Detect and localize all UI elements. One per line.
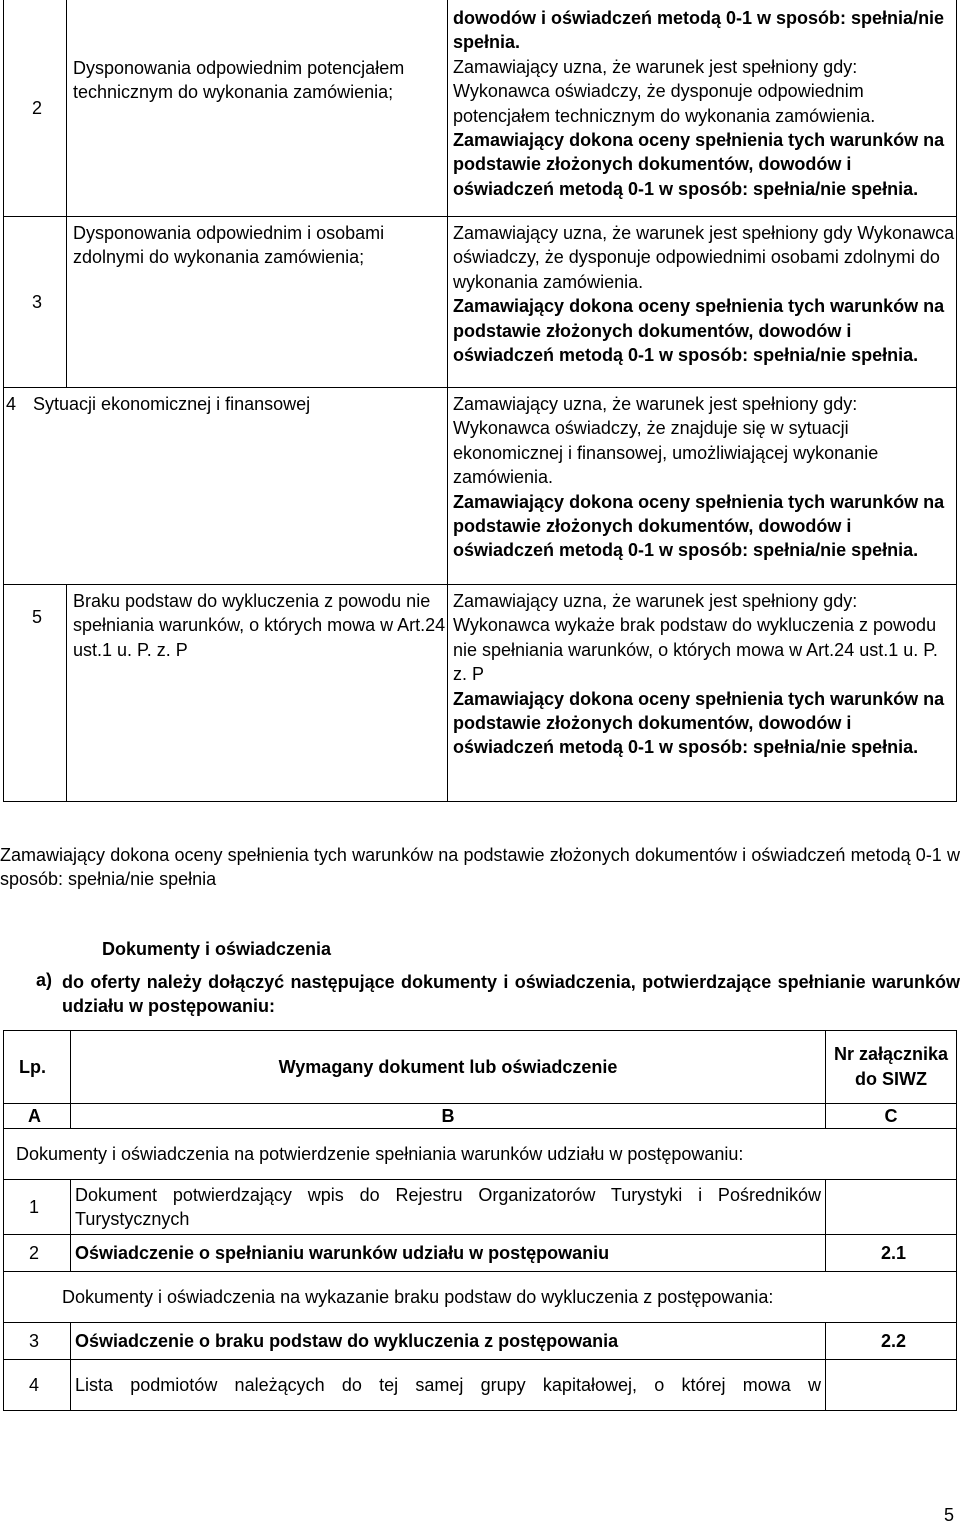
evaluation-text: Zamawiający dokona oceny spełnienia tych warunków na podstawie złożonych dokumentów, dowodów i oświadczeń metodą 0-1 w sposób: spełnia/nie spełnia. [453, 130, 945, 199]
requirement-text: Zamawiający uzna, że warunek jest spełniony gdy: Wykonawca oświadczy, że znajduje się w sytuacji ekonomicznej i finansowej, umożliwiającej wykonanie zamówienia. [453, 394, 879, 488]
row-number: 2 [4, 0, 67, 217]
documents-heading: Dokumenty i oświadczenia [102, 939, 332, 959]
evaluation-text: Zamawiający dokona oceny spełnienia tych warunków na podstawie złożonych dokumentów, dowodów i oświadczeń metodą 0-1 w sposób: spełnia/nie spełnia. [453, 491, 945, 561]
condition-cell [4, 388, 448, 585]
condition-text: Dysponowania odpowiednim potencjałem technicznym do wykonania zamówienia; [67, 0, 448, 217]
row-lp: 2 [4, 1235, 71, 1272]
header-attachment-no: Nr załącznika do SIWZ [826, 1031, 957, 1104]
page-number: 5 [944, 1505, 955, 1525]
evaluation-text: Zamawiający dokona oceny spełnienia tych warunków na podstawie złożonych dokumentów, dowodów i oświadczeń metodą 0-1 w sposób: spełnia/nie spełnia. [453, 296, 945, 366]
table-row [4, 585, 957, 802]
column-letter-a: A [4, 1104, 71, 1129]
table-row [4, 1235, 957, 1272]
table-row [4, 1360, 957, 1411]
row-document: Oświadczenie o spełnianiu warunków udziału w postępowaniu [71, 1235, 826, 1272]
requirement-cell [448, 0, 957, 217]
row-lp: 1 [4, 1180, 71, 1235]
column-letter-b: B [71, 1104, 826, 1129]
header-lp: Lp. [4, 1031, 71, 1104]
row-number: 5 [4, 585, 67, 802]
row-attachment: 2.2 [826, 1323, 957, 1360]
section-1-heading: Dokumenty i oświadczenia na potwierdzenie spełniania warunków udziału w postępowaniu: [4, 1129, 957, 1180]
section-row [4, 1272, 957, 1323]
condition-text: Dysponowania odpowiednim i osobami zdolnymi do wykonania zamówienia; [67, 217, 448, 388]
requirement-cell [448, 217, 957, 388]
row-document: Oświadczenie o braku podstaw do wykluczenia z postępowania [71, 1323, 826, 1360]
table-row [4, 0, 957, 217]
conditions-table [3, 0, 957, 802]
condition-text: Braku podstaw do wykluczenia z powodu nie spełniania warunków, o których mowa w Art.24 ust.1 u. P. z. P [67, 585, 448, 802]
table-row [4, 1323, 957, 1360]
table-row [4, 217, 957, 388]
table-row [4, 388, 957, 585]
condition-text: Sytuacji ekonomicznej i finansowej [33, 394, 311, 414]
row-attachment: 2.1 [826, 1235, 957, 1272]
table-header-row [4, 1031, 957, 1104]
requirement-cell [448, 585, 957, 802]
row-lp: 4 [4, 1360, 71, 1411]
table-row [4, 1180, 957, 1235]
requirement-text: Zamawiający uzna, że warunek jest spełniony gdy: Wykonawca oświadczy, że dysponuje odpowiednim potencjałem technicznym do wykonania zamówienia. [453, 56, 876, 126]
column-letters-row [4, 1104, 957, 1129]
row-number: 3 [4, 217, 67, 388]
row-document: Lista podmiotów należących do tej samej grupy kapitałowej, o której mowa w [71, 1360, 826, 1411]
row-document: Dokument potwierdzający wpis do Rejestru Organizatorów Turystyki i Pośredników Turystycznych [71, 1180, 826, 1235]
summary-paragraph: Zamawiający dokona oceny spełnienia tych warunków na podstawie złożonych dokumentów i oświadczeń metodą 0-1 w sposób: spełnia/nie spełnia [0, 845, 960, 889]
section-2-heading: Dokumenty i oświadczenia na wykazanie braku podstaw do wykluczenia z postępowania: [4, 1272, 957, 1323]
row-number: 4 [6, 394, 17, 414]
requirement-text: Zamawiający uzna, że warunek jest spełniony gdy Wykonawca oświadczy, że dysponuje odpowiednimi osobami zdolnymi do wykonania zamówienia. [453, 223, 955, 292]
row-lp: 3 [4, 1323, 71, 1360]
evaluation-text: Zamawiający dokona oceny spełnienia tych warunków na podstawie złożonych dokumentów, dowodów i oświadczeń metodą 0-1 w sposób: spełnia/nie spełnia. [453, 688, 945, 758]
column-letter-c: C [826, 1104, 957, 1129]
item-a-text: do oferty należy dołączyć następujące dokumenty i oświadczenia, potwierdzające spełnianie warunków udziału w postępowaniu: [62, 972, 960, 1016]
section-row [4, 1129, 957, 1180]
header-document: Wymagany dokument lub oświadczenie [71, 1031, 826, 1104]
item-a-marker: a) [36, 970, 53, 990]
row-attachment [826, 1360, 957, 1411]
documents-table [3, 1030, 957, 1411]
evaluation-continued: dowodów i oświadczeń metodą 0-1 w sposób: spełnia/nie spełnia. [453, 8, 945, 53]
row-attachment [826, 1180, 957, 1235]
requirement-text: Zamawiający uzna, że warunek jest spełniony gdy: Wykonawca wykaże brak podstaw do wykluczenia z powodu nie spełniania warunków, o których mowa w Art.24 ust.1 u. P. z. P [453, 591, 938, 685]
requirement-cell [448, 388, 957, 585]
